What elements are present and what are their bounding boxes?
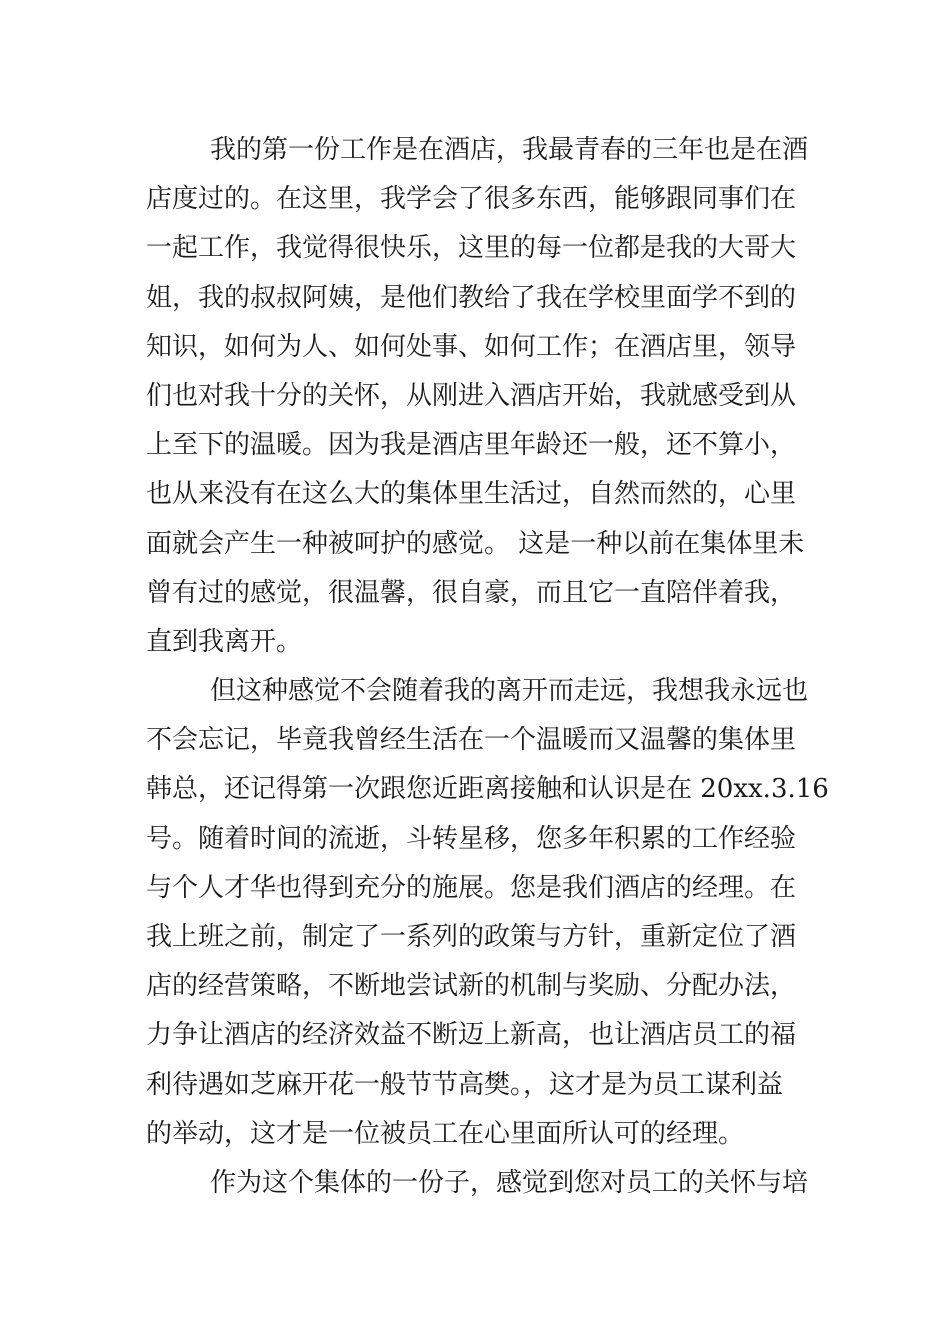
text-line: 的举动，这才是一位被员工在心里面所认可的经理。 — [146, 1118, 745, 1149]
text-line: 韩总，还记得第一次跟您近距离接触和认识是在 20xx.3.16 — [146, 774, 829, 805]
text-line: 我的第一份工作是在酒店，我最青春的三年也是在酒 — [210, 135, 809, 165]
text-line: 也从来没有在这么大的集体里生活过，自然而然的，心里 — [146, 479, 797, 510]
text-line: 面就会产生一种被呵护的感觉。 这是一种以前在集体里未 — [146, 528, 805, 559]
text-line: 曾有过的感觉，很温馨，很自豪，而且它一直陪伴着我， — [146, 577, 797, 608]
text-line: 直到我离开。 — [146, 626, 303, 657]
text-line: 店度过的。在这里，我学会了很多东西，能够跟同事们在 — [146, 184, 797, 215]
text-line: 但这种感觉不会随着我的离开而走远，我想我永远也 — [210, 676, 809, 707]
text-line: 不会忘记，毕竟我曾经生活在一个温暖而又温馨的集体里 — [146, 725, 797, 756]
paragraph-1 — [146, 126, 808, 667]
text-line: 力争让酒店的经济效益不断迈上新高，也让酒店员工的福 — [146, 1020, 797, 1051]
text-line: 号。随着时间的流逝，斗转星移，您多年积累的工作经验 — [146, 823, 797, 854]
text-line: 一起工作，我觉得很快乐，这里的每一位都是我的大哥大 — [146, 233, 797, 264]
text-line: 姐，我的叔叔阿姨，是他们教给了我在学校里面学不到的 — [146, 282, 797, 313]
text-line: 利待遇如芝麻开花一般节节高樊。，这才是为员工谋利益 — [146, 1069, 784, 1100]
text-line: 我上班之前，制定了一系列的政策与方针，重新定位了酒 — [146, 922, 797, 952]
text-line: 店的经营策略，不断地尝试新的机制与奖励、分配办法， — [146, 971, 797, 1002]
text-line: 上至下的温暖。因为我是酒店里年龄还一般，还不算小， — [146, 430, 797, 461]
text-line: 们也对我十分的关怀，从刚进入酒店开始，我就感受到从 — [146, 380, 797, 411]
text-line: 知识，如何为人、如何处事、如何工作；在酒店里，领导 — [146, 331, 797, 362]
paragraph-2 — [146, 667, 829, 1159]
text-line: 与个人才华也得到充分的施展。您是我们酒店的经理。在 — [146, 872, 797, 903]
document-body — [146, 126, 829, 1208]
paragraph-3 — [146, 1159, 808, 1208]
text-line: 作为这个集体的一份子，感觉到您对员工的关怀与培 — [210, 1167, 809, 1198]
